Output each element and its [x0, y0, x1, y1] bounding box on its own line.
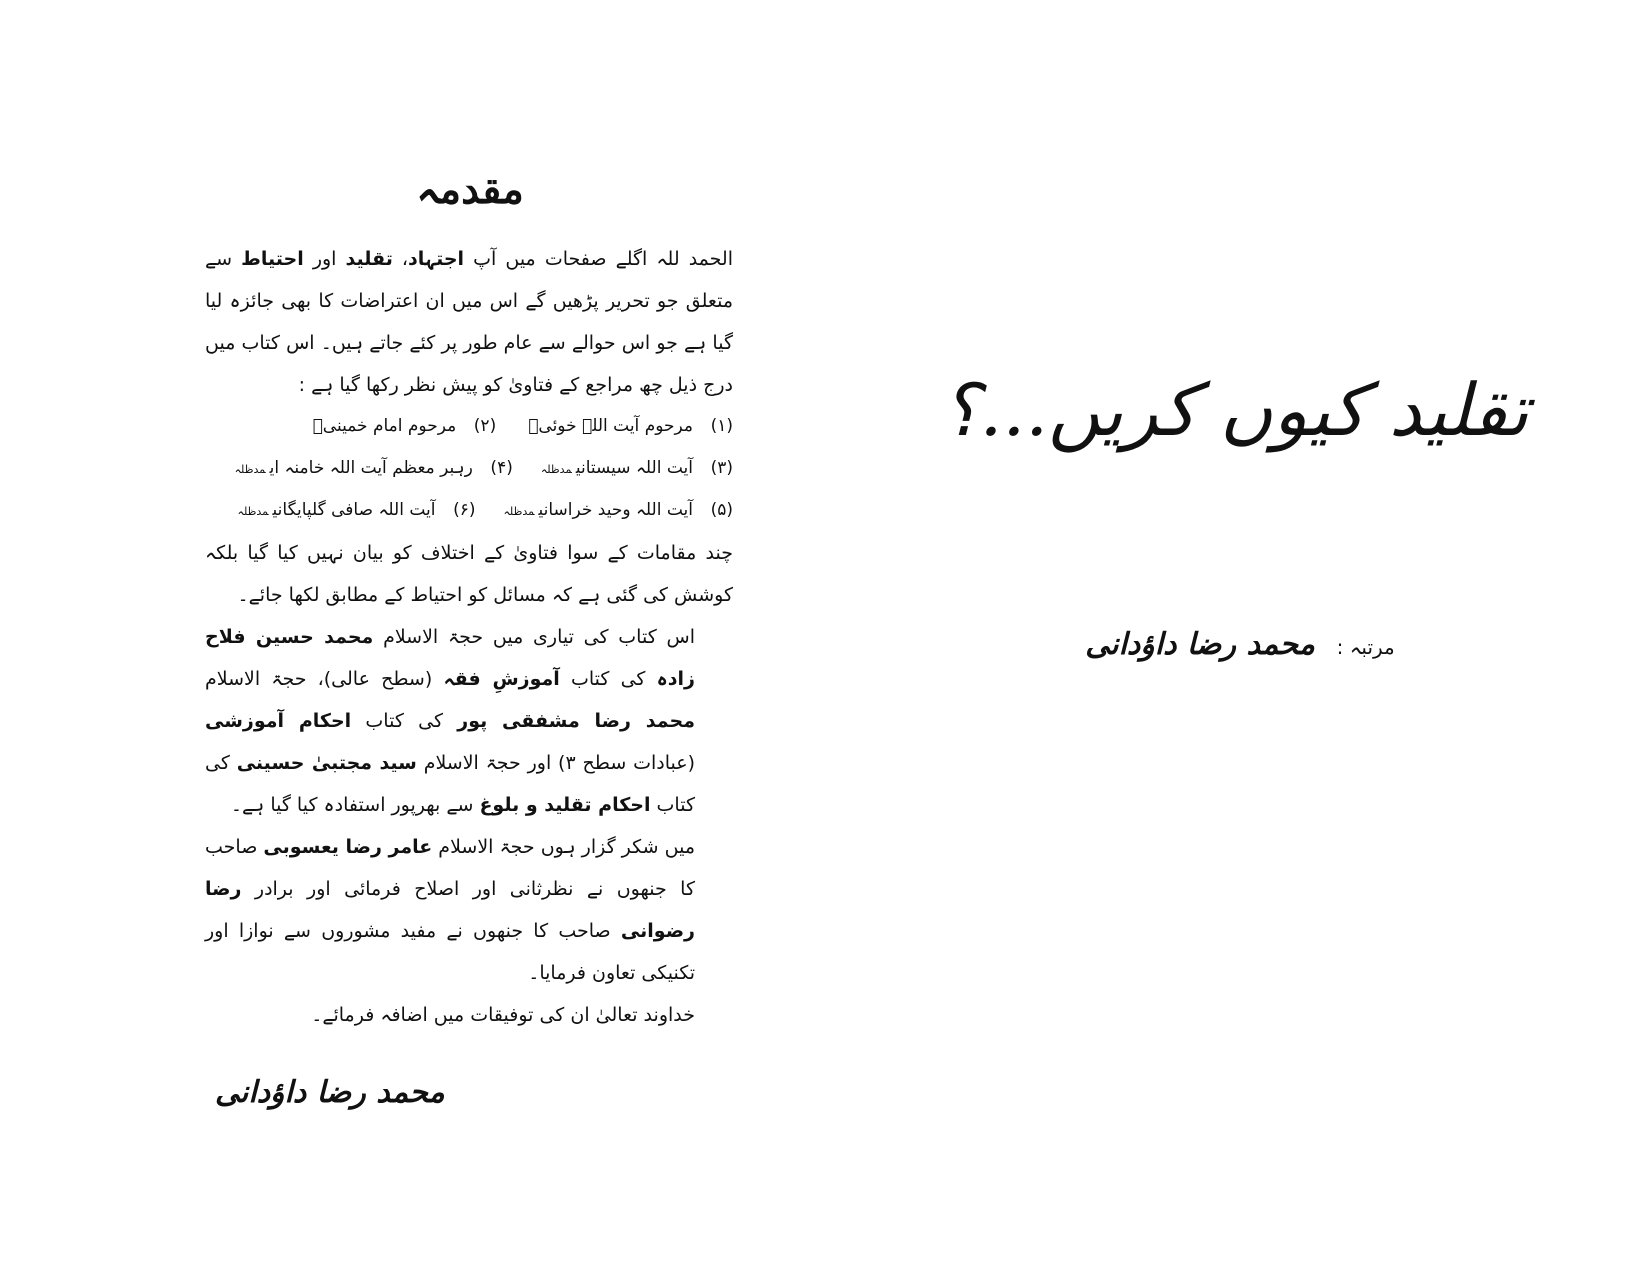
book-title: تقلید کیوں کریں...؟: [941, 368, 1529, 452]
authority-number: (۶): [453, 500, 476, 520]
text-run: کی کتاب: [351, 710, 458, 732]
intro-paragraph: [205, 238, 733, 406]
authority-item: [238, 489, 476, 533]
authorities-row: [205, 448, 733, 490]
prayer-line: [205, 994, 733, 1036]
bold-term: احتیاط: [241, 248, 304, 270]
bold-term: احکام تقلید و بلوغ: [479, 794, 651, 816]
right-page: [825, 0, 1650, 1275]
bold-term: اجتہاد: [408, 248, 465, 270]
authority-honorific: مدظلہ: [540, 463, 572, 476]
authority-item: [503, 489, 733, 533]
text-run: سے بھرپور استفادہ کیا گیا ہے۔: [230, 794, 480, 816]
page-heading: مقدمہ: [416, 166, 524, 213]
authority-number: (۲): [473, 416, 497, 436]
authority-name: آیت اللہ وحید خراسانی: [538, 500, 693, 520]
authority-item: [309, 405, 497, 449]
bold-term: آموزشِ فقہ: [443, 668, 560, 690]
bold-term: احکام آموزشی: [205, 710, 352, 732]
text-run: خداوند تعالیٰ ان کی توفیقات میں اضافہ فرمائے۔: [311, 1004, 695, 1026]
bold-term: رضا رضوانی: [205, 878, 695, 942]
text-run: سے متعلق جو تحریر پڑھیں گے اس میں ان اعتراضات کا بھی جائزہ لیا گیا ہے جو اس حوالے سے عام طور پر کئے جاتے ہیں۔ اس کتاب میں درج ذیل چھ مراجع کے فتاویٰ کو پیش نظر رکھا گیا ہے :: [205, 248, 733, 396]
bold-term: عامر رضا یعسوبی: [263, 836, 433, 858]
bold-term: تقلید: [345, 248, 393, 270]
bold-term: محمد رضا مشفقی پور: [457, 710, 695, 732]
text-run: الحمد للہ اگلے صفحات میں آپ: [464, 248, 733, 270]
authority-number: (۳): [710, 458, 733, 478]
introduction-body: [205, 238, 733, 1036]
authority-number: (۱): [710, 416, 733, 436]
compiler-label: مرتبہ :: [1336, 635, 1395, 659]
bold-term: سید مجتبیٰ حسینی: [236, 752, 417, 774]
text-run: اس کتاب کی تیاری میں حجۃ الاسلام: [373, 626, 695, 648]
authority-number: (۵): [710, 500, 733, 520]
acknowledgement-paragraph: [205, 826, 733, 994]
authority-item: [524, 405, 733, 449]
authorities-row: [205, 406, 733, 448]
method-paragraph: [205, 532, 733, 616]
authority-item: [541, 447, 733, 491]
authority-name: مرحوم آیت اللہ خوئیؒ: [528, 416, 693, 436]
text-run: میں شکر گزار ہوں حجۃ الاسلام: [432, 836, 696, 858]
text-run: (سطح عالی)، حجۃ الاسلام: [205, 668, 444, 690]
authority-number: (۴): [490, 458, 513, 478]
text-run: ،: [392, 248, 409, 270]
authority-item: [235, 447, 513, 491]
compiler-name: محمد رضا داؤدانی: [1085, 627, 1315, 662]
authority-name: آیت اللہ سیستانی: [575, 458, 693, 478]
authority-name: مرحوم امام خمینیؒ: [312, 416, 457, 436]
text-run: کی کتاب: [205, 752, 695, 816]
authority-honorific: مدظلہ: [237, 505, 269, 518]
authorities-list: [205, 406, 733, 532]
authorities-row: [205, 490, 733, 532]
text-run: صاحب کا جنھوں نے مفید مشوروں سے نوازا اور تکنیکی تعاون فرمایا۔: [205, 920, 695, 984]
bold-term: محمد حسین فلاح زادہ: [205, 626, 695, 690]
authority-honorific: مدظلہ: [234, 463, 266, 476]
text-run: (عبادات سطح ۳) اور حجۃ الاسلام: [416, 752, 696, 774]
sources-paragraph: [205, 616, 733, 826]
text-run: صاحب کا جنھوں نے نظرثانی اور اصلاح فرمائی اور برادر: [205, 836, 695, 900]
text-run: کی کتاب: [559, 668, 657, 690]
authority-name: آیت اللہ صافی گلپایگانی: [272, 500, 436, 520]
text-run: چند مقامات کے سوا فتاویٰ کے اختلاف کو بیان نہیں کیا گیا بلکہ کوشش کی گئی ہے کہ مسائل کو احتیاط کے مطابق لکھا جائے۔: [205, 542, 733, 606]
author-signature: محمد رضا داؤدانی: [215, 1075, 445, 1110]
authority-name: رہبر معظم آیت اللہ خامنہ ای: [269, 458, 473, 478]
text-run: اور: [303, 248, 346, 270]
compiler-credit: [1005, 620, 1475, 672]
authority-honorific: مدظلہ: [503, 505, 535, 518]
